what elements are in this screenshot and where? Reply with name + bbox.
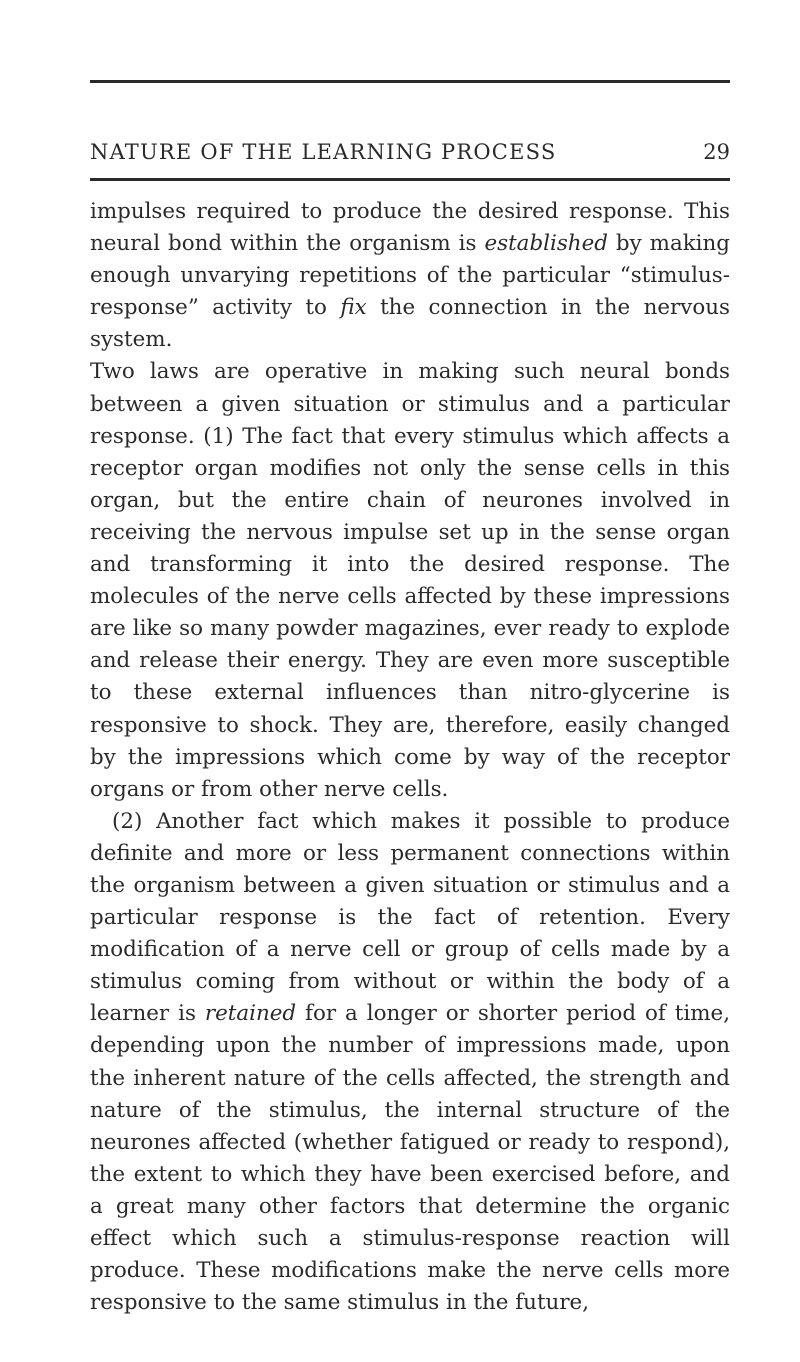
paragraph-2 (90, 356, 730, 805)
running-title: NATURE OF THE LEARNING PROCESS (90, 140, 557, 164)
italic-term-established: established (484, 231, 608, 257)
paragraph-text: impulses required to produce the desired response. This neural bond within the organism is (90, 199, 730, 257)
paragraph-text: (2) Another fact which makes it possible to produce definite and more or less permanent connections within the organism between a given situation or stimulus and a particular response is the fact of retention. Every modification of a nerve cell or group of cells made by a stimulus coming from without or within the body of a learner is (90, 808, 730, 1027)
body-text (90, 196, 730, 1319)
running-header (90, 132, 730, 172)
paragraph-text: by making enough unvarying repetitions of the particular “stimulus-response” activity to (90, 231, 730, 321)
paragraph-3 (90, 806, 730, 1320)
paragraph-1 (90, 196, 730, 356)
header-bottom-rule (90, 178, 730, 181)
header-top-rule (90, 80, 730, 83)
italic-term-retained: retained (204, 1001, 297, 1027)
italic-term-fix: fix (340, 295, 367, 321)
paragraph-text: Two laws are operative in making such neural bonds between a given situation or stimulus and a particular response. (1) The fact that every stimulus which affects a receptor organ modifies not only the sense cells in this organ, but the entire chain of neurones involved in receiving the nervous impulse set up in the sense organ and transforming it into the desired response. The molecules of the nerve cells affected by these impressions are like so many powder magazines, ever ready to explode and release their energy. They are even more susceptible to these external influences than nitro-glycerine is responsive to shock. They are, therefore, easily changed by the impressions which come by way of the receptor organs or from other nerve cells. (90, 359, 730, 802)
page-number: 29 (703, 140, 730, 164)
paragraph-text: for a longer or shorter period of time, depending upon the number of impressions made, upon the inherent nature of the cells affected, the strength and nature of the stimulus, the internal structure of the neurones affected (whether fatigued or ready to respond), the extent to which they have been exercised before, and a great many other factors that determine the organic effect which such a stimulus-response reaction will produce. These modifications make the nerve cells more responsive to the same stimulus in the future, (90, 1001, 730, 1316)
paragraph-text: the connection in the nervous system. (90, 295, 730, 353)
